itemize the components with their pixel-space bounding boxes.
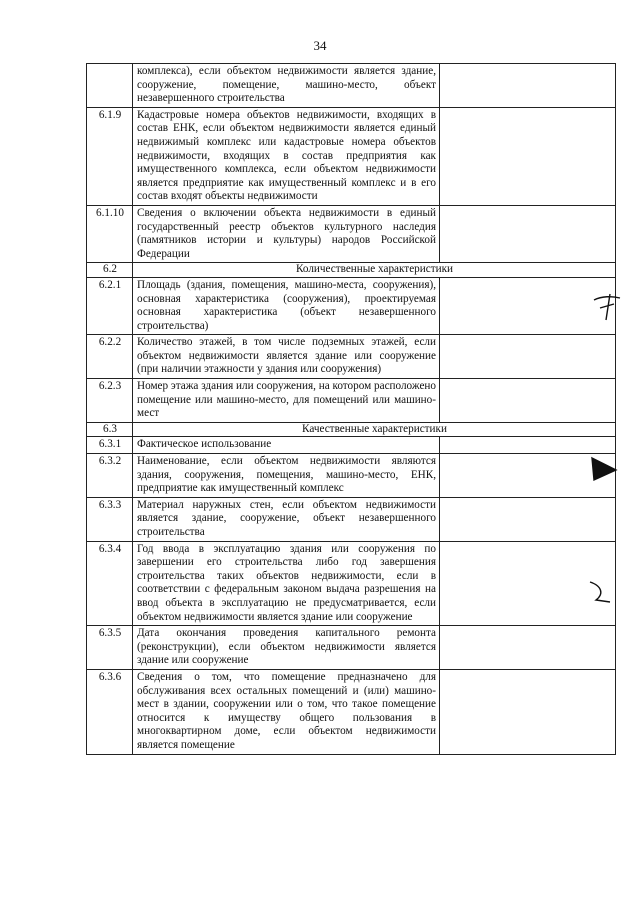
row-description: Сведения о включении объекта недвижимости в единый государственный реестр объектов культурного наследия (памятников истории и культуры) народов Российской Федерации [133,205,440,262]
section-row [87,422,616,437]
row-number [87,64,133,108]
page-number: 34 [313,38,327,53]
row-value-cell [440,205,616,262]
table-row [87,626,616,670]
row-value-cell [440,64,616,108]
table-row [87,335,616,379]
row-value-cell [440,669,616,754]
table-row [87,541,616,626]
row-description: Номер этажа здания или сооружения, на котором расположено помещение или машино-место, для помещений или машино-мест [133,379,440,423]
row-description: Площадь (здания, помещения, машино-места, сооружения), основная характеристика (сооружения), проектируемая основная характеристика (объект незавершенного строительства) [133,277,440,334]
table-row [87,379,616,423]
row-description: комплекса), если объектом недвижимости является здание, сооружение, помещение, машино-место, объект незавершенного строительства [133,64,440,108]
margin-scribble-mark [590,290,624,324]
row-description: Сведения о том, что помещение предназначено для обслуживания всех остальных помещений и (или) машино-мест в здании, сооружении или о том, что такое помещение относится к имуществу общего пользования в многоквартирном доме, если объектом недвижимости является помещение [133,669,440,754]
section-title: Количественные характеристики [133,263,616,278]
row-description: Год ввода в эксплуатацию здания или сооружения по завершении его строительства либо год завершения строительства таких объектов недвижимости, если в соответствии с федеральным законом выдача разрешения на ввод объекта в эксплуатацию не предусматривается, если объектом недвижимости является здание или сооружение [133,541,440,626]
row-number: 6.1.10 [87,205,133,262]
row-value-cell [440,107,616,205]
row-number: 6.3.2 [87,454,133,498]
row-description: Фактическое использование [133,437,440,454]
table-row [87,454,616,498]
margin-hook-mark [582,578,616,608]
table-row [87,497,616,541]
section-title: Качественные характеристики [133,422,616,437]
table-row [87,107,616,205]
row-number: 6.3.3 [87,497,133,541]
register-table [86,63,616,755]
row-value-cell [440,626,616,670]
row-value-cell [440,335,616,379]
row-description: Материал наружных стен, если объектом недвижимости является здание, сооружение, объект незавершенного строительства [133,497,440,541]
table-row [87,205,616,262]
table-row [87,64,616,108]
section-number: 6.2 [87,263,133,278]
row-number: 6.1.9 [87,107,133,205]
row-description: Количество этажей, в том числе подземных этажей, если объектом недвижимости является здание или сооружение (при наличии этажности у здания или сооружения) [133,335,440,379]
row-number: 6.3.5 [87,626,133,670]
row-number: 6.3.1 [87,437,133,454]
row-description: Дата окончания проведения капитального ремонта (реконструкции), если объектом недвижимости является здание или сооружение [133,626,440,670]
table-row [87,277,616,334]
row-number: 6.3.6 [87,669,133,754]
row-description: Наименование, если объектом недвижимости являются здания, сооружения, помещения, машино-место, ЕНК, предприятие как имущественный комплекс [133,454,440,498]
section-row [87,263,616,278]
row-value-cell [440,379,616,423]
row-number: 6.2.1 [87,277,133,334]
section-number: 6.3 [87,422,133,437]
row-number: 6.2.3 [87,379,133,423]
row-number: 6.3.4 [87,541,133,626]
table-row [87,669,616,754]
row-description: Кадастровые номера объектов недвижимости, входящих в состав ЕНК, если объектом недвижимости является единый недвижимый комплекс или кадастровые номера объектов недвижимости, входящих в состав предприятия как имущественного комплекса, если объектом недвижимости является предприятие как имущественный комплекс и в его состав входят объекты недвижимости [133,107,440,205]
margin-arrow-mark [588,452,622,486]
row-number: 6.2.2 [87,335,133,379]
table-row [87,437,616,454]
row-value-cell [440,497,616,541]
